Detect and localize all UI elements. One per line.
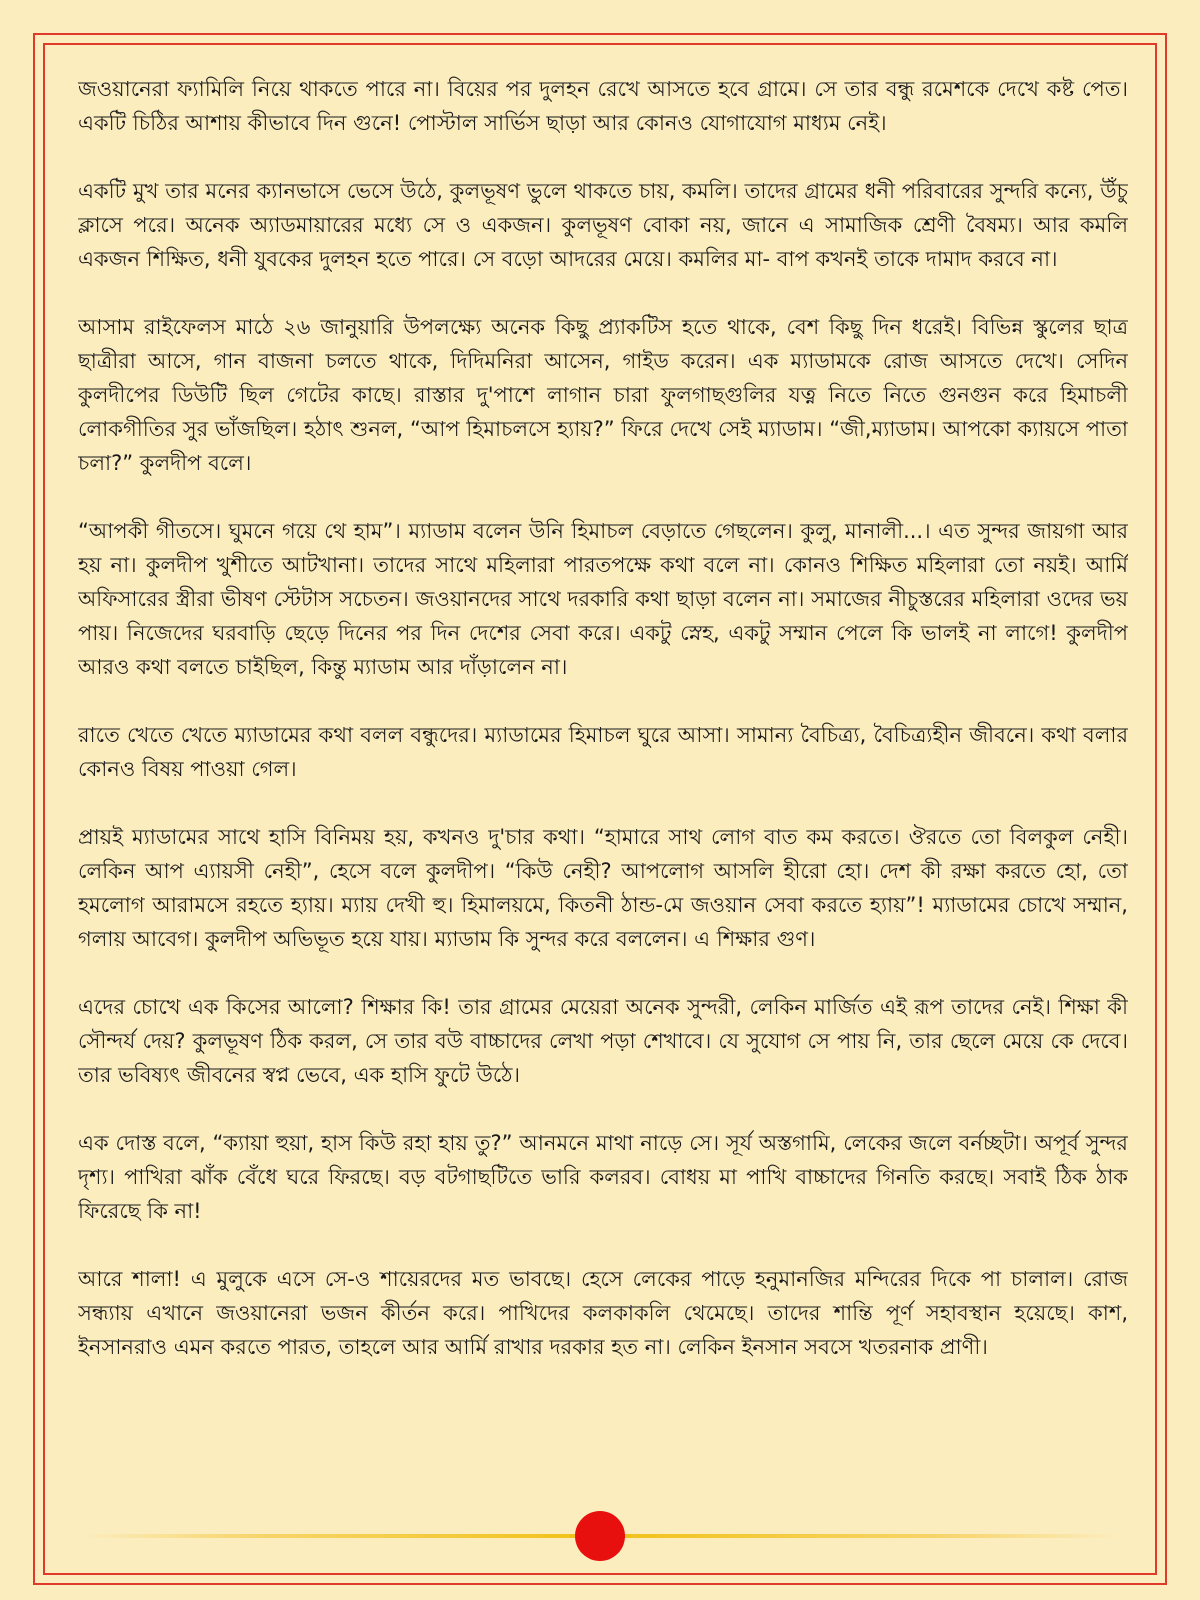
- footer-dot-ornament: [575, 1511, 625, 1561]
- paragraph-7: এদের চোখে এক কিসের আলো? শিক্ষার কি! তার গ্রামের মেয়েরা অনেক সুন্দরী, লেকিন মার্জিত এই রূপ তাদের নেই। শিক্ষা কী সৌন্দর্য দেয়? কুলভূষণ ঠিক করল, সে তার বউ বাচ্চাদের লেখা পড়া শেখাবে। যে সুযোগ সে পায় নি, তার ছেলে মেয়ে কে দেবে। তার ভবিষ্যৎ জীবনের স্বপ্ন ভেবে, এক হাসি ফুটে উঠে।: [78, 995, 1128, 1087]
- paragraph-8: এক দোস্ত বলে, “ক্যায়া হুয়া, হাস কিউ রহা হায় তু?” আনমনে মাথা নাড়ে সে। সূর্য অস্তগামি, লেকের জলে বর্নচ্ছটা। অপূর্ব সুন্দর দৃশ্য। পাখিরা ঝাঁক বেঁধে ঘরে ফিরছে। বড় বটগাছটিতে ভারি কলরব। বোধয় মা পাখি বাচ্চাদের গিনতি করছে। সবাই ঠিক ঠাক ফিরেছে কি না!: [78, 1131, 1128, 1223]
- paragraph-9: আরে শালা! এ মুলুকে এসে সে-ও শায়েরদের মত ভাবছে। হেসে লেকের পাড়ে হনুমানজির মন্দিরের দিকে পা চালাল। রোজ সন্ধ্যায় এখানে জওয়ানেরা ভজন কীর্তন করে। পাখিদের কলকাকলি থেমেছে। তাদের শান্তি পূর্ণ সহাবস্থান হয়েছে। কাশ, ইনসানরাও এমন করতে পারত, তাহলে আর আর্মি রাখার দরকার হত না। লেকিন ইনসান সবসে খতরনাক প্রাণী।: [78, 1267, 1128, 1359]
- paragraph-6: প্রায়ই ম্যাডামের সাথে হাসি বিনিময় হয়, কখনও দু'চার কথা। “হামারে সাথ লোগ বাত কম করতে। ঔরতে তো বিলকুল নেহী। লেকিন আপ এ্যায়সী নেহী”, হেসে বলে কুলদীপ। “কিউ নেহী? আপলোগ আসলি হীরো হো। দেশ কী রক্ষা করতে হো, তো হমলোগ আরামসে রহতে হ্যায়। ম্যায় দেখী হু। হিমালয়মে, কিতনী ঠান্ড-মে জওয়ান সেবা করতে হ্যায়”! ম্যাডামের চোখে সম্মান, গলায় আবেগ। কুলদীপ অভিভূত হয়ে যায়। ম্যাডাম কি সুন্দর করে বললেন। এ শিক্ষার গুণ।: [78, 825, 1128, 951]
- paragraph-4: “আপকী গীতসে। ঘুমনে গয়ে থে হাম”। ম্যাডাম বলেন উনি হিমাচল বেড়াতে গেছলেন। কুলু, মানালী...। এত সুন্দর জায়গা আর হয় না। কুলদীপ খুশীতে আটখানা। তাদের সাথে মহিলারা পারতপক্ষে কথা বলে না। কোনও শিক্ষিত মহিলারা তো নয়ই। আর্মি অফিসারের স্ত্রীরা ভীষণ স্টেটাস সচেতন। জওয়ানদের সাথে দরকারি কথা ছাড়া বলেন না। সমাজের নীচুস্তরের মহিলারা ওদের ভয় পায়। নিজেদের ঘরবাড়ি ছেড়ে দিনের পর দিন দেশের সেবা করে। একটু স্নেহ, একটু সম্মান পেলে কি ভালই না লাগে! কুলদীপ আরও কথা বলতে চাইছিল, কিন্তু ম্যাডাম আর দাঁড়ালেন না।: [78, 519, 1128, 679]
- footer-divider-left: [80, 1534, 580, 1538]
- paragraph-3: আসাম রাইফেলস মাঠে ২৬ জানুয়ারি উপলক্ষ্যে অনেক কিছু প্র্যাকটিস হতে থাকে, বেশ কিছু দিন ধরেই। বিভিন্ন স্কুলের ছাত্র ছাত্রীরা আসে, গান বাজনা চলতে থাকে, দিদিমনিরা আসেন, গাইড করেন। এক ম্যাডামকে রোজ আসতে দেখে। সেদিন কুলদীপের ডিউটি ছিল গেটের কাছে। রাস্তার দু'পাশে লাগান চারা ফুলগাছগুলির যত্ন নিতে নিতে গুনগুন করে হিমাচলী লোকগীতির সুর ভাঁজছিল। হঠাৎ শুনল, “আপ হিমাচলসে হ্যায়?” ফিরে দেখে সেই ম্যাডাম। “জী,ম্যাডাম। আপকো ক্যায়সে পাতা চলা?” কুলদীপ বলে।: [78, 315, 1128, 475]
- paragraph-5: রাতে খেতে খেতে ম্যাডামের কথা বলল বন্ধুদের। ম্যাডামের হিমাচল ঘুরে আসা। সামান্য বৈচিত্র্য, বৈচিত্র্যহীন জীবনে। কথা বলার কোনও বিষয় পাওয়া গেল।: [78, 723, 1128, 781]
- paragraph-1: জওয়ানেরা ফ্যামিলি নিয়ে থাকতে পারে না। বিয়ের পর দুলহন রেখে আসতে হবে গ্রামে। সে তার বন্ধু রমেশকে দেখে কষ্ট পেত। একটি চিঠির আশায় কীভাবে দিন গুনে! পোস্টাল সার্ভিস ছাড়া আর কোনও যোগাযোগ মাধ্যম নেই।: [78, 77, 1128, 135]
- story-text: [78, 72, 1128, 1512]
- footer-divider-right: [620, 1534, 1120, 1538]
- paragraph-2: একটি মুখ তার মনের ক্যানভাসে ভেসে উঠে, কুলভূষণ ভুলে থাকতে চায়, কমলি। তাদের গ্রামের ধনী পরিবারের সুন্দরি কন্যে, উঁচু ক্লাসে পরে। অনেক অ্যাডমায়ারের মধ্যে সে ও একজন। কুলভূষণ বোকা নয়, জানে এ সামাজিক শ্রেণী বৈষম্য। আর কমলি একজন শিক্ষিত, ধনী যুবকের দুলহন হতে পারে। সে বড়ো আদরের মেয়ে। কমলির মা- বাপ কখনই তাকে দামাদ করবে না।: [78, 179, 1128, 271]
